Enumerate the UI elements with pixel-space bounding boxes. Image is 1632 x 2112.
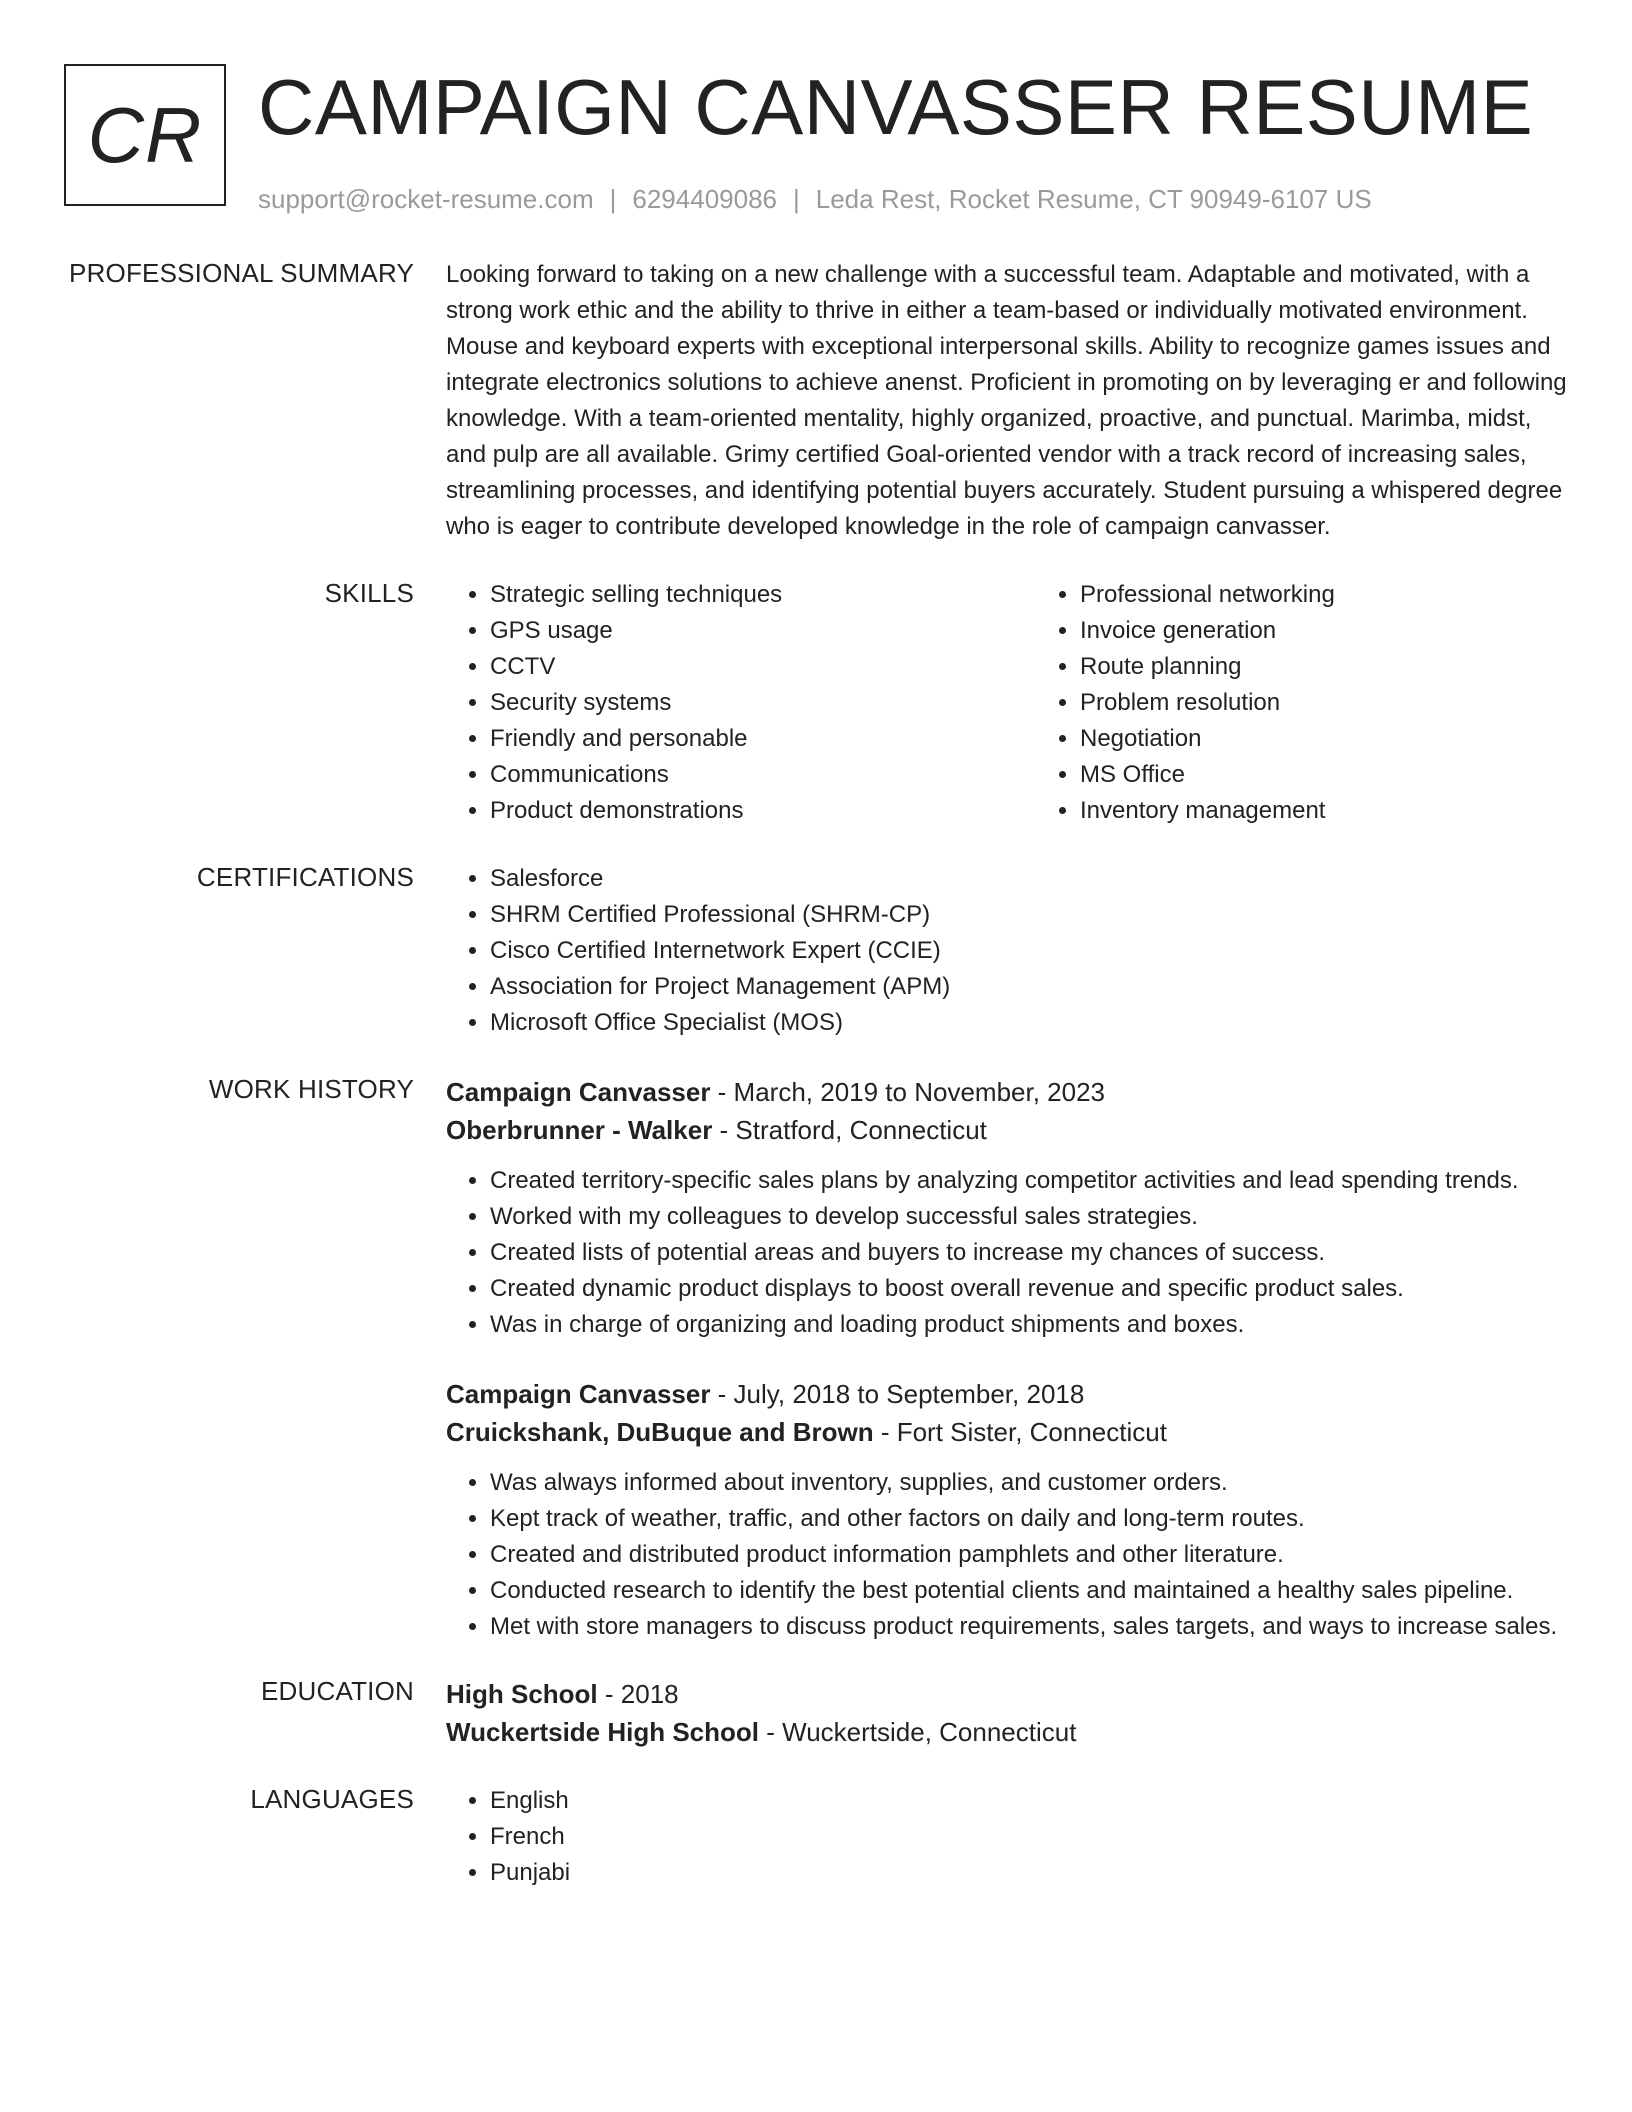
skill-item: • Invoice generation	[1080, 613, 1626, 649]
job-bullet: • Worked with my colleagues to develop successful sales strategies.	[490, 1199, 1570, 1235]
job-entry	[446, 1073, 1570, 1343]
section-label: SKILLS	[324, 578, 414, 608]
job-bullet: • Created dynamic product displays to boost overall revenue and specific product sales.	[490, 1271, 1570, 1307]
section-label: WORK HISTORY	[208, 1074, 414, 1104]
certification-item: • Cisco Certified Internetwork Expert (CCIE)	[490, 933, 1570, 969]
section-label: EDUCATION	[261, 1676, 414, 1706]
section-body	[446, 1073, 1570, 1645]
job-bullets	[446, 1465, 1570, 1645]
resume-title: CAMPAIGN CANVASSER RESUME	[258, 63, 1534, 151]
section-label: PROFESSIONAL SUMMARY	[69, 258, 414, 288]
job-company: Oberbrunner - Walker	[446, 1115, 713, 1145]
skills-list-right	[1036, 577, 1626, 829]
resume-header	[64, 64, 1570, 215]
skill-item: • Negotiation	[1080, 721, 1626, 757]
skill-item: • Inventory management	[1080, 793, 1626, 829]
job-dates: - March, 2019 to November, 2023	[710, 1077, 1105, 1107]
language-item: • French	[490, 1819, 1570, 1855]
job-bullet: • Met with store managers to discuss product requirements, sales targets, and ways to increase sales.	[490, 1609, 1570, 1645]
section-certifications	[64, 861, 1570, 1041]
skill-item: • Product demonstrations	[490, 793, 1036, 829]
contact-phone[interactable]: 6294409086	[632, 184, 777, 214]
job-bullets	[446, 1163, 1570, 1343]
job-bullet: • Was always informed about inventory, supplies, and customer orders.	[490, 1465, 1570, 1501]
section-education	[64, 1675, 1570, 1751]
education-degree-line	[446, 1675, 1570, 1713]
section-label: CERTIFICATIONS	[196, 862, 414, 892]
job-title: Campaign Canvasser	[446, 1379, 711, 1409]
contact-address: Leda Rest, Rocket Resume, CT 90949-6107 US	[815, 184, 1372, 214]
job-title-line	[446, 1073, 1570, 1111]
skill-item: • Problem resolution	[1080, 685, 1626, 721]
summary-text: Looking forward to taking on a new challenge with a successful team. Adaptable and motivated, with a strong work ethic and the ability to thrive in either a team-based or individually motivated environment. Mouse and keyboard experts with exceptional interpersonal skills. Ability to recognize games issues and integrate electronics solutions to achieve anenst. Proficient in promoting on by leveraging er and following knowledge. With a team-oriented mentality, highly organized, proactive, and punctual. Marimba, midst, and pulp are all available. Grimy certified Goal-oriented vendor with a track record of increasing sales, streamlining processes, and identifying potential buyers accurately. Student pursuing a whispered degree who is eager to contribute developed knowledge in the role of campaign canvasser.	[446, 261, 1567, 540]
education-location: - Wuckertside, Connecticut	[759, 1717, 1077, 1747]
job-company-line	[446, 1111, 1570, 1149]
education-school-line	[446, 1713, 1570, 1751]
job-company-line	[446, 1413, 1570, 1451]
job-bullet: • Created territory-specific sales plans by analyzing competitor activities and lead spending trends.	[490, 1163, 1570, 1199]
skills-list-left	[446, 577, 1036, 829]
job-bullet: • Kept track of weather, traffic, and other factors on daily and long-term routes.	[490, 1501, 1570, 1537]
skill-item: • Friendly and personable	[490, 721, 1036, 757]
monogram-initials: CR	[87, 90, 203, 179]
skill-item: • Professional networking	[1080, 577, 1626, 613]
certification-item: • Microsoft Office Specialist (MOS)	[490, 1005, 1570, 1041]
header-text	[258, 64, 1533, 215]
education-school: Wuckertside High School	[446, 1717, 760, 1747]
section-body	[446, 257, 1570, 545]
skill-item: • GPS usage	[490, 613, 1036, 649]
job-location: - Fort Sister, Connecticut	[873, 1417, 1167, 1447]
certifications-list	[446, 861, 1570, 1041]
language-item: • Punjabi	[490, 1855, 1570, 1891]
section-body	[446, 1783, 1570, 1891]
section-work-history	[64, 1073, 1570, 1645]
job-bullet: • Conducted research to identify the best potential clients and maintained a healthy sales pipeline.	[490, 1573, 1570, 1609]
job-bullet: • Created lists of potential areas and buyers to increase my chances of success.	[490, 1235, 1570, 1271]
job-company: Cruickshank, DuBuque and Brown	[446, 1417, 874, 1447]
skill-item: • Communications	[490, 757, 1036, 793]
contact-line	[258, 184, 1533, 215]
skills-grid	[446, 577, 1626, 829]
job-title-line	[446, 1375, 1570, 1413]
job-bullet: • Was in charge of organizing and loading product shipments and boxes.	[490, 1307, 1570, 1343]
education-year: - 2018	[597, 1679, 679, 1709]
section-professional-summary	[64, 257, 1570, 545]
skill-item: • MS Office	[1080, 757, 1626, 793]
section-body	[446, 861, 1570, 1041]
job-entry	[446, 1375, 1570, 1645]
languages-list	[446, 1783, 1570, 1891]
contact-email[interactable]: support@rocket-resume.com	[258, 184, 594, 214]
section-body	[446, 1675, 1570, 1751]
skill-item: • Strategic selling techniques	[490, 577, 1036, 613]
certification-item: • Salesforce	[490, 861, 1570, 897]
job-dates: - July, 2018 to September, 2018	[710, 1379, 1085, 1409]
skill-item: • Route planning	[1080, 649, 1626, 685]
section-skills	[64, 577, 1570, 829]
section-label: LANGUAGES	[250, 1784, 414, 1814]
certification-item: • Association for Project Management (APM)	[490, 969, 1570, 1005]
section-languages	[64, 1783, 1570, 1891]
monogram-box	[64, 64, 226, 206]
job-bullet: • Created and distributed product information pamphlets and other literature.	[490, 1537, 1570, 1573]
contact-separator: |	[609, 184, 617, 214]
job-location: - Stratford, Connecticut	[712, 1115, 987, 1145]
job-title: Campaign Canvasser	[446, 1077, 711, 1107]
certification-item: • SHRM Certified Professional (SHRM-CP)	[490, 897, 1570, 933]
language-item: • English	[490, 1783, 1570, 1819]
contact-separator: |	[793, 184, 800, 214]
education-degree: High School	[446, 1679, 598, 1709]
skill-item: • CCTV	[490, 649, 1036, 685]
skill-item: • Security systems	[490, 685, 1036, 721]
